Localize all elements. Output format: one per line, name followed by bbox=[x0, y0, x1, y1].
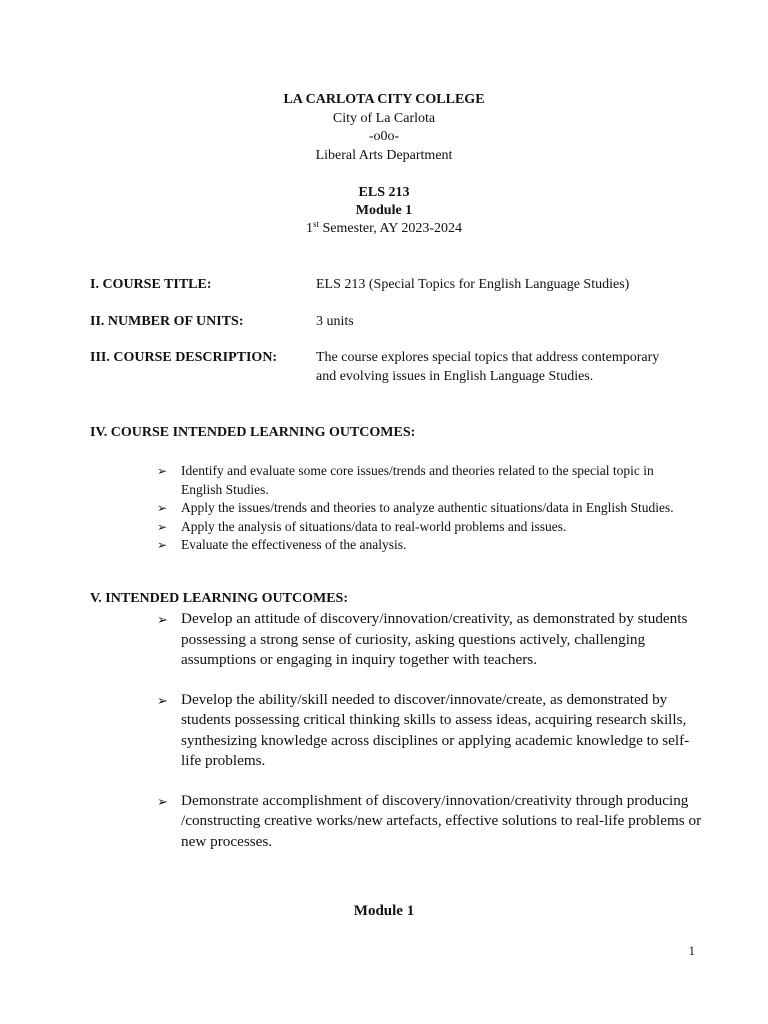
description-label: III. COURSE DESCRIPTION: bbox=[90, 350, 278, 365]
course-title-label: I. COURSE TITLE: bbox=[90, 277, 212, 292]
department-name: Liberal Arts Department bbox=[315, 148, 453, 163]
list-item-text: Demonstrate accomplishment of discovery/innovation/creativity through producing /constructing creative works/new artefacts, effective solutions to real-life problems or new processes. bbox=[181, 791, 702, 850]
module-heading: Module 1 bbox=[353, 903, 415, 919]
header-ornament: -o0o- bbox=[368, 129, 400, 144]
arrow-bullet-icon: ➢ bbox=[157, 519, 168, 534]
list-item bbox=[157, 609, 702, 671]
arrow-bullet-icon: ➢ bbox=[157, 793, 168, 809]
arrow-bullet-icon: ➢ bbox=[157, 692, 168, 708]
arrow-bullet-icon: ➢ bbox=[157, 538, 168, 552]
cilo-heading: IV. COURSE INTENDED LEARNING OUTCOMES: bbox=[90, 425, 416, 440]
arrow-bullet-icon: ➢ bbox=[157, 612, 168, 627]
list-item bbox=[157, 536, 697, 555]
arrow-bullet-icon: ➢ bbox=[157, 464, 168, 478]
list-item bbox=[157, 499, 697, 518]
description-line-2: and evolving issues in English Language Studies. bbox=[316, 369, 594, 384]
page-number: 1 bbox=[688, 943, 695, 958]
list-item bbox=[157, 518, 697, 537]
semester-rest: Semester, AY 2023-2024 bbox=[318, 221, 463, 236]
list-item-text: Develop an attitude of discovery/innovation/creativity, as demonstrated by students possessing a strong sense of curiosity, asking questions actively, challenging assumptions or engaging in inquiry together with teachers. bbox=[181, 610, 688, 668]
semester-ordinal: 1 bbox=[305, 221, 313, 236]
list-item bbox=[157, 690, 702, 772]
cilo-list bbox=[157, 462, 697, 555]
description-line-1: The course explores special topics that address contemporary bbox=[316, 350, 660, 365]
list-item-text: Develop the ability/skill needed to discover/innovate/create, as demonstrated by students possessing critical thinking skills to assess ideas, acquiring research skills, synthesizing knowledge across disciplines or applying academic knowledge to self-life problems. bbox=[181, 690, 690, 769]
course-title-value: ELS 213 (Special Topics for English Language Studies) bbox=[316, 277, 630, 292]
units-value: 3 units bbox=[316, 314, 354, 329]
ilo-list bbox=[157, 609, 702, 871]
course-code: ELS 213 bbox=[358, 185, 410, 200]
college-name: LA CARLOTA CITY COLLEGE bbox=[283, 92, 485, 107]
list-item bbox=[157, 791, 702, 853]
list-item-text: Evaluate the effectiveness of the analysis. bbox=[181, 537, 407, 552]
ilo-heading: V. INTENDED LEARNING OUTCOMES: bbox=[90, 591, 349, 606]
module-title: Module 1 bbox=[355, 203, 413, 218]
semester-suffix: st bbox=[312, 219, 319, 229]
units-label: II. NUMBER OF UNITS: bbox=[90, 314, 244, 329]
list-item-text: Apply the analysis of situations/data to real-world problems and issues. bbox=[181, 518, 567, 534]
list-item-text: Identify and evaluate some core issues/trends and theories related to the special topic in English Studies. bbox=[181, 463, 654, 497]
list-item bbox=[157, 462, 697, 499]
list-item-text: Apply the issues/trends and theories to analyze authentic situations/data in English Studies. bbox=[181, 500, 674, 515]
semester-line bbox=[0, 221, 768, 237]
college-city: City of La Carlota bbox=[332, 111, 436, 126]
arrow-bullet-icon: ➢ bbox=[157, 501, 168, 515]
